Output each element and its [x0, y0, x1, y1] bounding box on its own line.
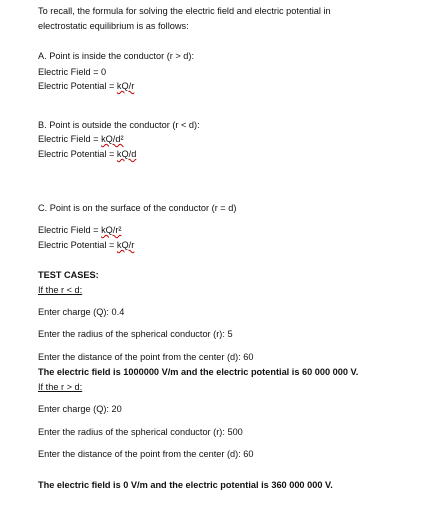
section-c-field	[38, 226, 121, 235]
case-1-distance: Enter the distance of the point from the center (d): 60	[38, 352, 254, 362]
field-formula: kQ/r²	[101, 225, 122, 235]
case-1-radius: Enter the radius of the spherical conductor (r): 5	[38, 329, 233, 339]
potential-label: Electric Potential =	[38, 240, 117, 250]
intro-line-2: electrostatic equilibrium is as follows:	[38, 21, 189, 31]
field-formula: kQ/d²	[101, 134, 124, 144]
intro-line-1: To recall, the formula for solving the electric field and electric potential in	[38, 6, 331, 16]
section-a-field: Electric Field = 0	[38, 67, 107, 77]
case-2-radius: Enter the radius of the spherical conductor (r): 500	[38, 427, 243, 437]
case-2-result: The electric field is 0 V/m and the electric potential is 360 000 000 V.	[38, 480, 333, 490]
potential-formula: kQ/r	[116, 240, 135, 250]
case-2-distance: Enter the distance of the point from the center (d): 60	[38, 449, 254, 459]
section-b-field	[38, 135, 124, 144]
field-label: Electric Field =	[38, 225, 102, 235]
field-label: Electric Field =	[38, 134, 102, 144]
section-a-heading: A. Point is inside the conductor (r > d):	[38, 51, 195, 61]
case-1-condition: If the r < d:	[38, 285, 83, 295]
potential-formula: kQ/d	[116, 149, 137, 159]
test-cases-heading: TEST CASES:	[38, 270, 99, 280]
case-2-charge: Enter charge (Q): 20	[38, 404, 122, 414]
case-1-charge: Enter charge (Q): 0.4	[38, 307, 125, 317]
section-b-heading: B. Point is outside the conductor (r < d):	[38, 120, 200, 130]
case-2-condition: If the r > d:	[38, 382, 83, 392]
section-c-heading: C. Point is on the surface of the conductor (r = d)	[38, 203, 237, 213]
potential-label: Electric Potential =	[38, 81, 117, 91]
section-a-potential	[38, 82, 134, 91]
case-1-result: The electric field is 1000000 V/m and the electric potential is 60 000 000 V.	[38, 367, 359, 377]
section-c-potential	[38, 241, 134, 250]
section-b-potential	[38, 150, 136, 159]
potential-formula: kQ/r	[116, 81, 135, 91]
potential-label: Electric Potential =	[38, 149, 117, 159]
